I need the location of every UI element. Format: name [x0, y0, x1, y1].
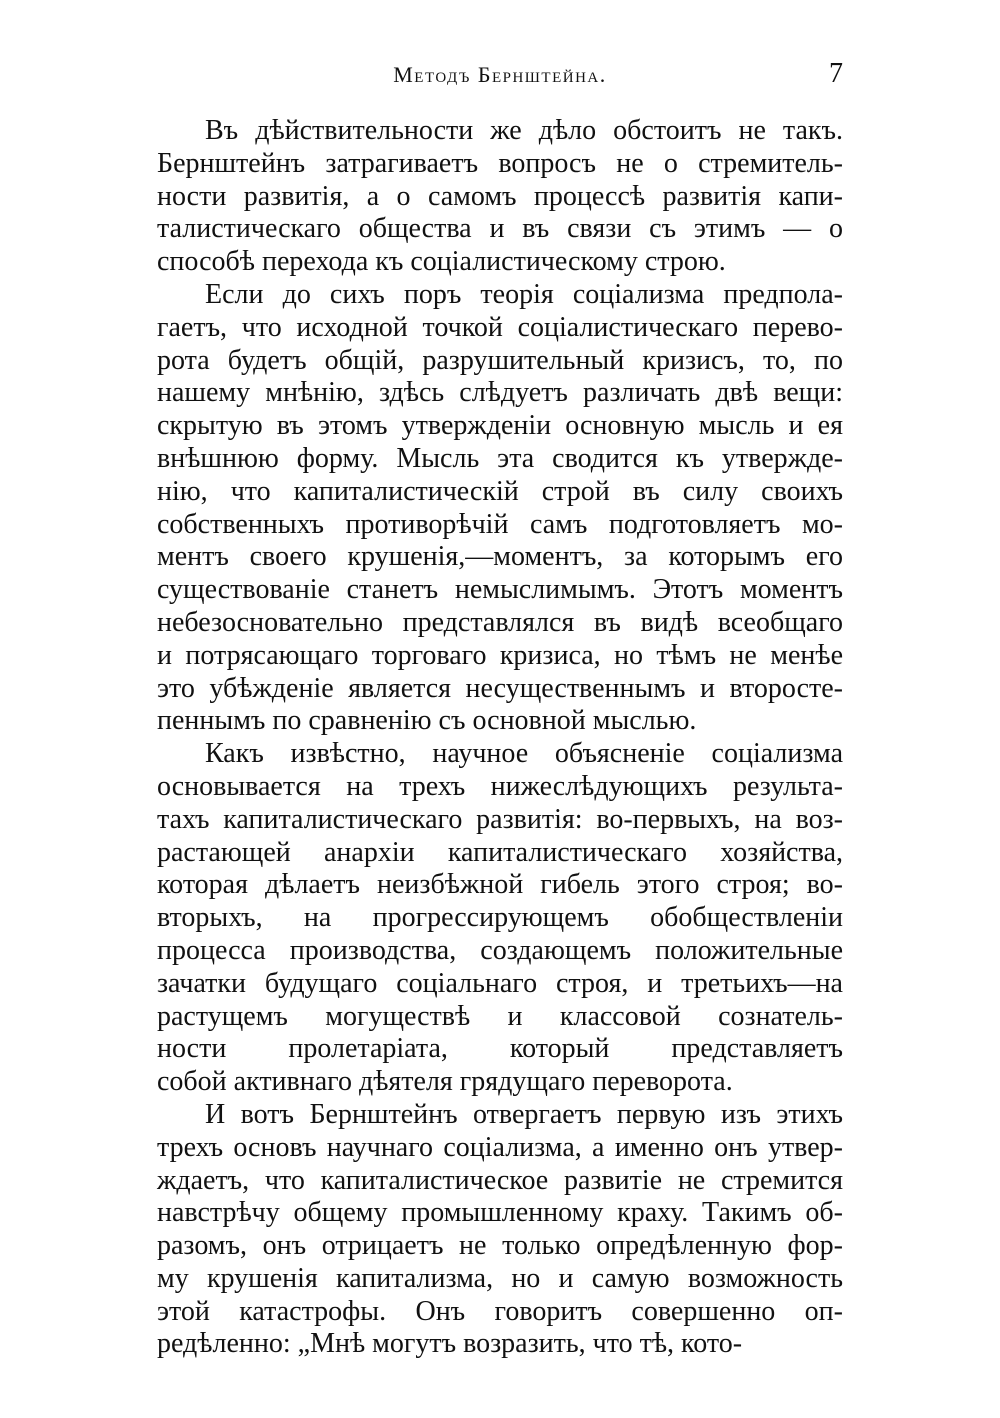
text-line: Бернштейнъ затрагиваетъ вопросъ не о стремитель- [157, 147, 843, 179]
text-line: собственныхъ противорѣчій самъ подготовляетъ мо- [157, 508, 843, 540]
page-number: 7 [829, 58, 843, 89]
text-line: ждаетъ, что капиталистическое развитіе не стремится [157, 1164, 843, 1196]
text-line: растающей анархіи капиталистическаго хозяйства, [157, 836, 843, 868]
text-line: Въ дѣйствительности же дѣло обстоитъ не такъ. [205, 115, 843, 146]
text-line: способѣ перехода къ соціалистическому строю. [157, 246, 726, 278]
text-line: ности развитія, а о самомъ процессѣ развитія капи- [157, 180, 843, 212]
text-line: рота будетъ общій, разрушительный кризисъ, то, по [157, 344, 843, 376]
text-line: существованіе станетъ немыслимымъ. Этотъ моментъ [157, 574, 843, 606]
text-line: небезосновательно представлялся въ видѣ всеобщаго [157, 606, 843, 638]
paragraph [157, 738, 843, 1099]
text-line: ности пролетаріата, который представляетъ [157, 1033, 843, 1065]
paragraph [157, 1099, 843, 1361]
paragraph [157, 115, 843, 279]
text-line: редѣленно: „Мнѣ могутъ возразить, что тѣ, кото- [157, 1328, 743, 1360]
text-line: трехъ основъ научнаго соціализма, а именно онъ утвер- [157, 1131, 843, 1163]
text-line: и потрясающаго торговаго кризиса, но тѣмъ не менѣе [157, 639, 843, 671]
body-text [157, 115, 843, 1361]
text-line: внѣшнюю форму. Мысль эта сводится къ утвержде- [157, 442, 843, 474]
text-line: ментъ своего крушенія,—моментъ, за которымъ его [157, 541, 843, 573]
text-line: И вотъ Бернштейнъ отвергаетъ первую изъ этихъ [205, 1098, 843, 1130]
text-line: пеннымъ по сравненію съ основной мыслью. [157, 705, 697, 737]
text-line: разомъ, онъ отрицаетъ не только опредѣленную фор- [157, 1230, 843, 1262]
running-title: Методъ Бернштейна. [393, 62, 607, 87]
text-line: процесса производства, создающемъ положительные [157, 934, 843, 966]
text-line: это убѣжденіе является несущественнымъ и второсте- [157, 672, 843, 704]
text-line: му крушенія капитализма, но и самую возможность [157, 1262, 843, 1294]
text-line: основывается на трехъ нижеслѣдующихъ результа- [157, 770, 843, 802]
text-line: вторыхъ, на прогрессирующемъ обобществленіи [157, 902, 843, 934]
text-line: тахъ капиталистическаго развитія: во-первыхъ, на воз- [157, 803, 843, 835]
text-line: навстрѣчу общему промышленному краху. Такимъ об- [157, 1197, 843, 1229]
text-line: нашему мнѣнію, здѣсь слѣдуетъ различать двѣ вещи: [157, 377, 843, 409]
text-line: зачатки будущаго соціальнаго строя, и третьихъ—на [157, 967, 843, 999]
page-header [157, 58, 843, 98]
text-line: Если до сихъ поръ теорія соціализма предпола- [205, 278, 843, 310]
text-line: нію, что капиталистическій строй въ силу своихъ [157, 475, 843, 507]
text-line: собой активнаго дѣятеля грядущаго переворота. [157, 1066, 733, 1098]
text-line: которая дѣлаетъ неизбѣжной гибель этого строя; во- [157, 869, 843, 901]
text-line: этой катастрофы. Онъ говоритъ совершенно оп- [157, 1295, 843, 1327]
text-line: растущемъ могуществѣ и классовой сознатель- [157, 1000, 843, 1032]
text-line: Какъ извѣстно, научное объясненіе соціализма [205, 738, 843, 770]
text-line: скрытую въ этомъ утвержденіи основную мысль и ея [157, 410, 843, 442]
text-line: гаетъ, что исходной точкой соціалистическаго перево- [157, 311, 843, 343]
text-line: талистическаго общества и въ связи съ этимъ — о [157, 213, 843, 245]
paragraph [157, 279, 843, 738]
